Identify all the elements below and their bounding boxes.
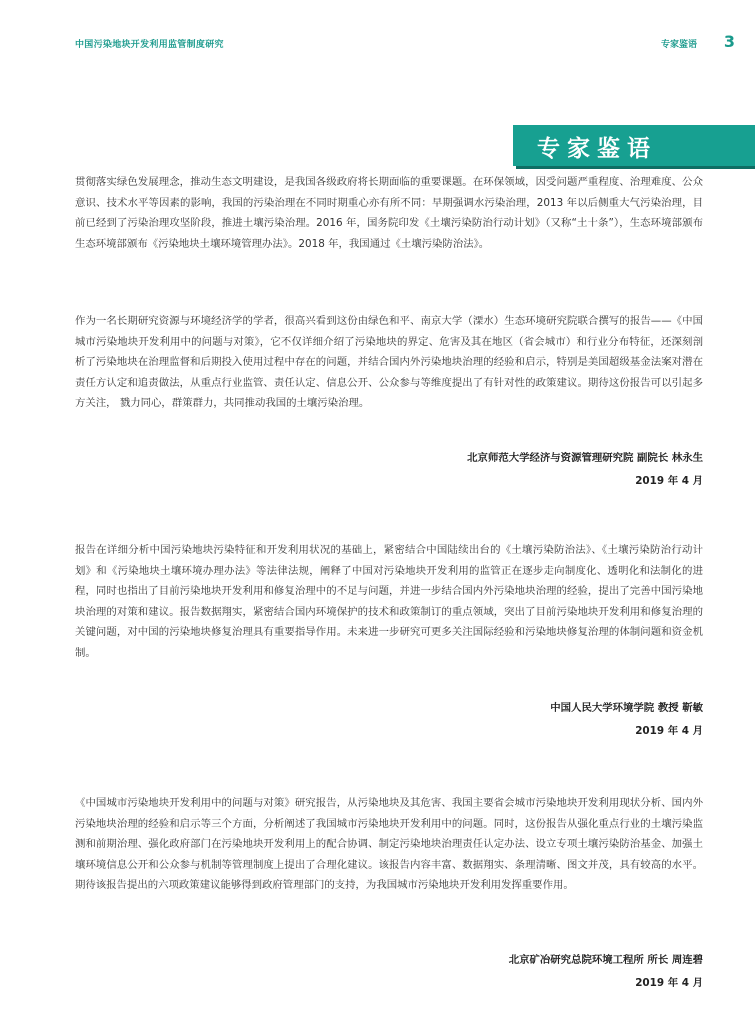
comment-3-author: 北京矿冶研究总院环境工程所 所长 周连碧 (508, 954, 703, 966)
comment-2-author: 中国人民大学环境学院 教授 靳敏 (550, 702, 703, 714)
section-banner (513, 125, 755, 166)
comment-1-author: 北京师范大学经济与资源管理研究院 副院长 林永生 (467, 452, 703, 464)
running-header-section: 专家鉴语 (660, 40, 697, 50)
page-number: 3 (723, 32, 735, 51)
comment-paragraph: 报告在详细分析中国污染地块污染特征和开发利用状况的基础上，紧密结合中国陆续出台的《土壤污染防治法》、《土壤污染防治行动计划》和《污染地块土壤环境办理办法》等法律法规，阐释了中国对污染地块开发利用的监管正在逐步走向制度化、透明化和法制化的进程，同时也指出了目前污染地块开发利用和修复治理中的不足与问题，并进一步结合国内外污染地块治理的经验，提出了完善中国污染地块治理的对策和建议。报告数据翔实，紧密结合国内环境保护的技术和政策制订的重点领域，突出了目前污染地块开发利用和修复治理的关键问题，对中国的污染地块修复治理具有重要指导作用。未来进一步研究可更多关注国际经验和污染地块修复治理的体制问题和资金机制。 (75, 544, 703, 659)
intro-paragraph: 贯彻落实绿色发展理念，推动生态文明建设，是我国各级政府将长期面临的重要课题。在环保领域，因受问题严重程度、治理难度、公众意识、技术水平等因素的影响，我国的污染治理在不同时期重心亦有所不同：早期强调水污染治理，2013 年以后侧重大气污染治理，目前已经到了污染治理攻坚阶段，推进土壤污染治理。2016 年，国务院印发《土壤污染防治行动计划》（又称“土十条”），生态环境部颁布生态环境部颁布《污染地块土壤环境管理办法》。2018 年，我国通过《土壤污染防治法》。 (75, 176, 703, 250)
page-header (0, 0, 755, 60)
comment-3-date: 2019 年 4 月 (635, 977, 703, 989)
comment-1-date: 2019 年 4 月 (635, 475, 703, 487)
comment-paragraph: 作为一名长期研究资源与环境经济学的学者，很高兴看到这份由绿色和平、南京大学（溧水）生态环境研究院联合撰写的报告——《中国城市污染地块开发利用中的问题与对策》，它不仅详细介绍了污染地块的界定、危害及其在地区（省会城市）和行业分布特征，还深刻剖析了污染地块在治理监督和后期投入使用过程中存在的问题，并结合国内外污染地块治理的经验和启示，特别是美国超级基金法案对潜在责任方认定和追责做法，从重点行业监管、责任认定、信息公开、公众参与等维度提出了有针对性的政策建议。期待这份报告可以引起多方关注， 戮力同心，群策群力，共同推动我国的土壤污染治理。 (75, 315, 703, 409)
comment-paragraph: 《中国城市污染地块开发利用中的问题与对策》研究报告，从污染地块及其危害、我国主要省会城市污染地块开发利用现状分析、国内外污染地块治理的经验和启示等三个方面，分析阐述了我国城市污染地块开发利用中的问题。同时，这份报告从强化重点行业的土壤污染监测和前期治理、强化政府部门在污染地块开发利用上的配合协调、制定污染地块治理责任认定办法、设立专项土壤污染防治基金、加强土壤环境信息公开和公众参与机制等管理制度上提出了合理化建议。该报告内容丰富、数据翔实、条理清晰、图文并茂，具有较高的水平。期待该报告提出的六项政策建议能够得到政府管理部门的支持，为我国城市污染地块开发利用发挥重要作用。 (75, 797, 703, 891)
intro-block (75, 172, 703, 254)
comment-1 (75, 311, 703, 414)
running-header-title: 中国污染地块开发利用监管制度研究 (75, 40, 224, 50)
comment-3 (75, 793, 703, 896)
section-banner-title: 专家鉴语 (537, 136, 657, 162)
comment-2-date: 2019 年 4 月 (635, 725, 703, 737)
comment-2 (75, 540, 703, 663)
